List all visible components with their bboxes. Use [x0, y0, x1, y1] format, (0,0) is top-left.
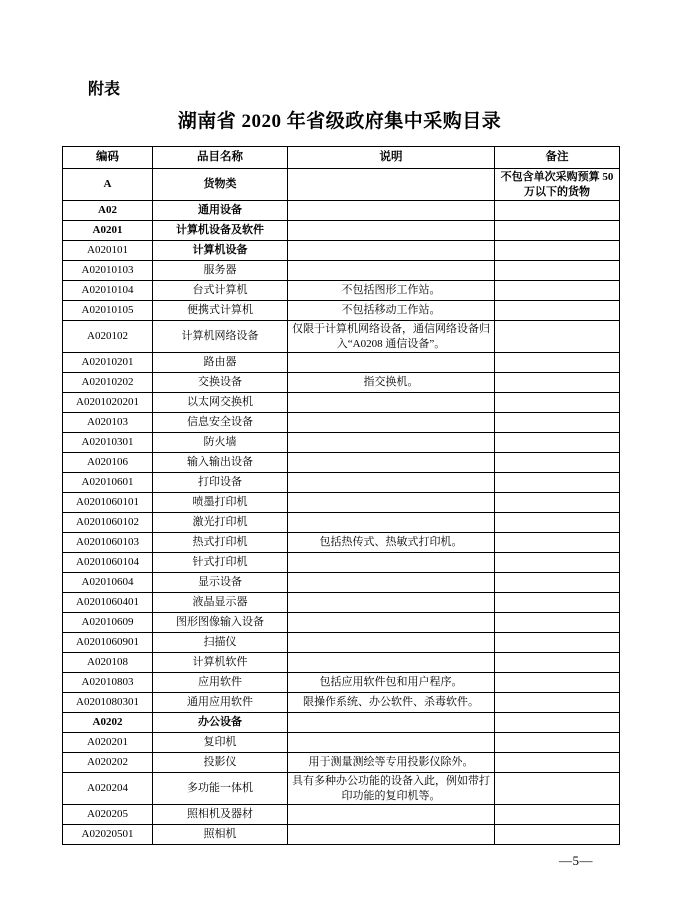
code-cell: A020108 [63, 653, 153, 673]
table-row [63, 633, 620, 653]
note-cell [495, 573, 620, 593]
name-cell: 信息安全设备 [153, 413, 288, 433]
note-cell [495, 513, 620, 533]
name-cell: 以太网交换机 [153, 393, 288, 413]
desc-cell [288, 713, 495, 733]
name-cell: 台式计算机 [153, 281, 288, 301]
table-row [63, 413, 620, 433]
desc-cell [288, 593, 495, 613]
desc-cell [288, 453, 495, 473]
table-row [63, 673, 620, 693]
code-cell: A0201060102 [63, 513, 153, 533]
desc-cell [288, 573, 495, 593]
table-row [63, 353, 620, 373]
table-row [63, 169, 620, 201]
code-cell: A0201060101 [63, 493, 153, 513]
code-cell: A0201060104 [63, 553, 153, 573]
note-cell [495, 473, 620, 493]
procurement-table [62, 146, 620, 845]
desc-cell [288, 733, 495, 753]
column-header-note: 备注 [495, 147, 620, 169]
code-cell: A02010604 [63, 573, 153, 593]
code-cell: A020102 [63, 321, 153, 353]
table-row [63, 553, 620, 573]
desc-cell [288, 433, 495, 453]
table-row [63, 493, 620, 513]
code-cell: A02010609 [63, 613, 153, 633]
name-cell: 路由器 [153, 353, 288, 373]
desc-cell [288, 805, 495, 825]
code-cell: A020106 [63, 453, 153, 473]
table-row [63, 373, 620, 393]
code-cell: A020202 [63, 753, 153, 773]
table-row [63, 453, 620, 473]
table-row [63, 773, 620, 805]
name-cell: 防火墙 [153, 433, 288, 453]
table-row [63, 433, 620, 453]
note-cell [495, 221, 620, 241]
name-cell: 通用应用软件 [153, 693, 288, 713]
code-cell: A0201060103 [63, 533, 153, 553]
name-cell: 办公设备 [153, 713, 288, 733]
desc-cell: 包括热传式、热敏式打印机。 [288, 533, 495, 553]
code-cell: A020201 [63, 733, 153, 753]
name-cell: 热式打印机 [153, 533, 288, 553]
desc-cell: 仅限于计算机网络设备，通信网络设备归入“A0208 通信设备”。 [288, 321, 495, 353]
table-body [63, 169, 620, 845]
appendix-label: 附表 [88, 81, 121, 98]
code-cell: A [63, 169, 153, 201]
name-cell: 多功能一体机 [153, 773, 288, 805]
desc-cell [288, 513, 495, 533]
desc-cell: 包括应用软件包和用户程序。 [288, 673, 495, 693]
name-cell: 应用软件 [153, 673, 288, 693]
name-cell: 计算机软件 [153, 653, 288, 673]
code-cell: A0202 [63, 713, 153, 733]
desc-cell [288, 221, 495, 241]
code-cell: A020205 [63, 805, 153, 825]
desc-cell [288, 653, 495, 673]
desc-cell [288, 413, 495, 433]
name-cell: 交换设备 [153, 373, 288, 393]
code-cell: A02010103 [63, 261, 153, 281]
desc-cell [288, 261, 495, 281]
table-row [63, 533, 620, 553]
desc-cell: 指交换机。 [288, 373, 495, 393]
table-row [63, 693, 620, 713]
code-cell: A02 [63, 201, 153, 221]
page-number: —5— [559, 853, 593, 868]
desc-cell [288, 493, 495, 513]
name-cell: 照相机及器材 [153, 805, 288, 825]
note-cell [495, 301, 620, 321]
name-cell: 打印设备 [153, 473, 288, 493]
note-cell [495, 241, 620, 261]
note-cell [495, 413, 620, 433]
note-cell [495, 733, 620, 753]
desc-cell: 用于测量测绘等专用投影仪除外。 [288, 753, 495, 773]
note-cell [495, 673, 620, 693]
name-cell: 激光打印机 [153, 513, 288, 533]
column-header-code: 编码 [63, 147, 153, 169]
table-row [63, 805, 620, 825]
desc-cell: 具有多种办公功能的设备入此，例如带打印功能的复印机等。 [288, 773, 495, 805]
desc-cell [288, 201, 495, 221]
column-header-desc: 说明 [288, 147, 495, 169]
note-cell [495, 353, 620, 373]
table-row [63, 221, 620, 241]
table-row [63, 393, 620, 413]
code-cell: A0201 [63, 221, 153, 241]
table-row [63, 261, 620, 281]
code-cell: A02010301 [63, 433, 153, 453]
code-cell: A020103 [63, 413, 153, 433]
table-header-row [63, 147, 620, 169]
table-row [63, 573, 620, 593]
note-cell [495, 693, 620, 713]
note-cell [495, 393, 620, 413]
table-row [63, 513, 620, 533]
code-cell: A02010105 [63, 301, 153, 321]
table-row [63, 201, 620, 221]
desc-cell [288, 473, 495, 493]
note-cell [495, 553, 620, 573]
column-header-name: 品目名称 [153, 147, 288, 169]
note-cell [495, 653, 620, 673]
desc-cell: 限操作系统、办公软件、杀毒软件。 [288, 693, 495, 713]
note-cell [495, 825, 620, 845]
note-cell: 不包含单次采购预算 50 万以下的货物 [495, 169, 620, 201]
table-row [63, 241, 620, 261]
note-cell [495, 633, 620, 653]
note-cell [495, 433, 620, 453]
code-cell: A0201020201 [63, 393, 153, 413]
code-cell: A02010202 [63, 373, 153, 393]
note-cell [495, 281, 620, 301]
note-cell [495, 261, 620, 281]
name-cell: 投影仪 [153, 753, 288, 773]
name-cell: 货物类 [153, 169, 288, 201]
desc-cell [288, 613, 495, 633]
name-cell: 便携式计算机 [153, 301, 288, 321]
desc-cell [288, 169, 495, 201]
name-cell: 复印机 [153, 733, 288, 753]
code-cell: A02010104 [63, 281, 153, 301]
note-cell [495, 453, 620, 473]
name-cell: 计算机网络设备 [153, 321, 288, 353]
note-cell [495, 493, 620, 513]
table-row [63, 753, 620, 773]
code-cell: A0201080301 [63, 693, 153, 713]
desc-cell [288, 633, 495, 653]
table-row [63, 825, 620, 845]
note-cell [495, 805, 620, 825]
desc-cell [288, 241, 495, 261]
desc-cell [288, 553, 495, 573]
table-row [63, 321, 620, 353]
name-cell: 服务器 [153, 261, 288, 281]
note-cell [495, 373, 620, 393]
table-row [63, 301, 620, 321]
table-row [63, 713, 620, 733]
code-cell: A0201060901 [63, 633, 153, 653]
desc-cell [288, 353, 495, 373]
table-row [63, 281, 620, 301]
note-cell [495, 321, 620, 353]
name-cell: 扫描仪 [153, 633, 288, 653]
name-cell: 液晶显示器 [153, 593, 288, 613]
note-cell [495, 713, 620, 733]
name-cell: 通用设备 [153, 201, 288, 221]
name-cell: 输入输出设备 [153, 453, 288, 473]
note-cell [495, 533, 620, 553]
code-cell: A02020501 [63, 825, 153, 845]
page-title: 湖南省 2020 年省级政府集中采购目录 [177, 111, 502, 132]
code-cell: A020204 [63, 773, 153, 805]
code-cell: A020101 [63, 241, 153, 261]
table-row [63, 473, 620, 493]
code-cell: A02010201 [63, 353, 153, 373]
name-cell: 计算机设备 [153, 241, 288, 261]
note-cell [495, 613, 620, 633]
note-cell [495, 201, 620, 221]
desc-cell: 不包括移动工作站。 [288, 301, 495, 321]
note-cell [495, 773, 620, 805]
table-header [63, 147, 620, 169]
desc-cell: 不包括图形工作站。 [288, 281, 495, 301]
code-cell: A02010803 [63, 673, 153, 693]
name-cell: 喷墨打印机 [153, 493, 288, 513]
code-cell: A0201060401 [63, 593, 153, 613]
name-cell: 照相机 [153, 825, 288, 845]
name-cell: 计算机设备及软件 [153, 221, 288, 241]
note-cell [495, 593, 620, 613]
name-cell: 图形图像输入设备 [153, 613, 288, 633]
table-row [63, 613, 620, 633]
code-cell: A02010601 [63, 473, 153, 493]
desc-cell [288, 393, 495, 413]
table-row [63, 733, 620, 753]
note-cell [495, 753, 620, 773]
name-cell: 显示设备 [153, 573, 288, 593]
table-row [63, 593, 620, 613]
name-cell: 针式打印机 [153, 553, 288, 573]
table-row [63, 653, 620, 673]
desc-cell [288, 825, 495, 845]
